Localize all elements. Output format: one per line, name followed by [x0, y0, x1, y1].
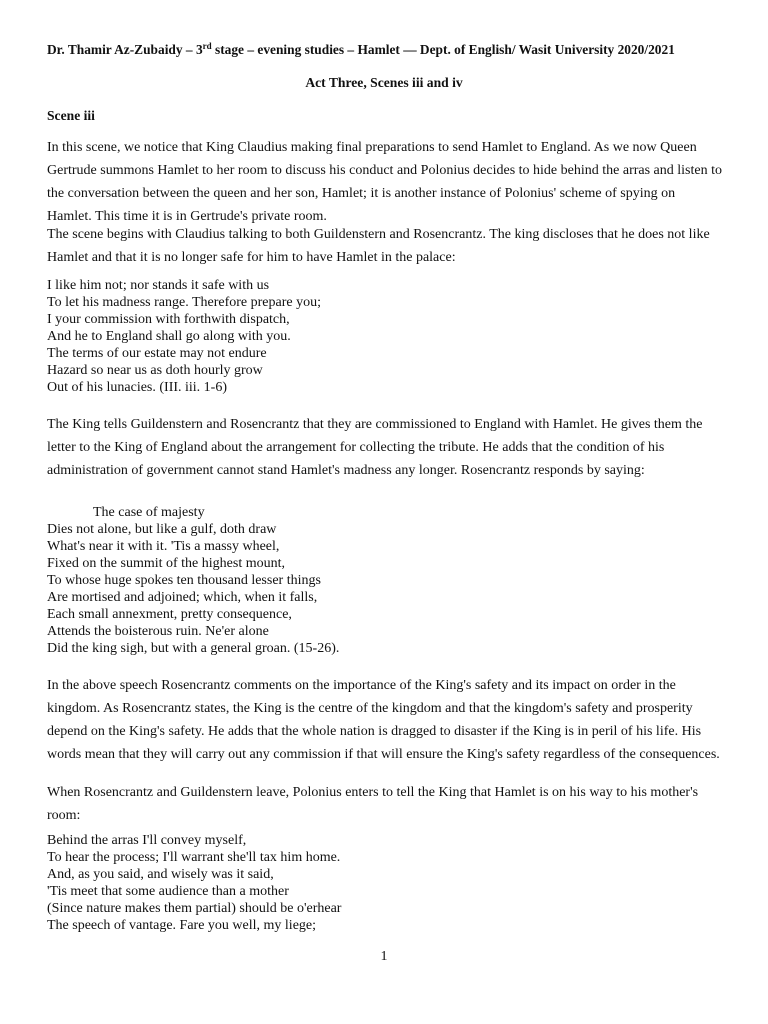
paragraph-polonius-enters: When Rosencrantz and Guildenstern leave, Polonius enters to tell the King that Hamlet is on his way to his mother's room:: [47, 785, 699, 823]
act-title: Act Three, Scenes iii and iv: [305, 75, 463, 90]
verse-line: The terms of our estate may not endure: [47, 346, 267, 361]
verse-quote-claudius: [47, 277, 723, 396]
verse-line: The speech of vantage. Fare you well, my liege;: [47, 918, 317, 933]
header-suffix: stage – evening studies – Hamlet — Dept. of English/ Wasit University 2020/2021: [211, 42, 675, 57]
header-prefix: Dr. Thamir Az-Zubaidy – 3: [47, 42, 203, 57]
verse-line: Did the king sigh, but with a general groan. (15-26).: [47, 641, 340, 656]
verse-line: To let his madness range. Therefore prepare you;: [47, 295, 321, 310]
document-header: [47, 40, 737, 60]
verse-line: Behind the arras I'll convey myself,: [47, 833, 247, 848]
verse-line: What's near it with it. 'Tis a massy wheel,: [47, 539, 280, 554]
verse-line: I your commission with forthwith dispatch,: [47, 312, 290, 327]
verse-line: 'Tis meet that some audience than a mother: [47, 884, 289, 899]
verse-line: The case of majesty: [93, 505, 205, 520]
verse-line: I like him not; nor stands it safe with us: [47, 278, 270, 293]
verse-line: And he to England shall go along with you.: [47, 329, 291, 344]
verse-line: Each small annexment, pretty consequence,: [47, 607, 292, 622]
paragraph-commentary: In the above speech Rosencrantz comments on the importance of the King's safety and its impact on order in the kingdom. As Rosencrantz states, the King is the centre of the kingdom and that the kingdom's safety and prosperity depend on the King's safety. He adds that the whole nation is dragged to disaster if the King is in peril of his life. His words mean that they will carry out any commission if that will ensure the King's safety regardless of the consequences.: [47, 678, 720, 762]
paragraph-scene-begins: The scene begins with Claudius talking to both Guildenstern and Rosencrantz. The king discloses that he does not like Hamlet and that it is no longer safe for him to have Hamlet in the palace:: [47, 227, 710, 265]
verse-line: Out of his lunacies. (III. iii. 1-6): [47, 380, 228, 395]
paragraph-intro: In this scene, we notice that King Claudius making final preparations to send Hamlet to England. As we now Queen Gertrude summons Hamlet to her room to discuss his conduct and Polonius decides to hide behind the arras and listen to the conversation between the queen and her son, Hamlet; it is another instance of Polonius' scheme of spying on Hamlet. This time it is in Gertrude's private room.: [47, 140, 722, 224]
scene-heading: Scene iii: [47, 108, 95, 123]
verse-line: Are mortised and adjoined; which, when it falls,: [47, 590, 318, 605]
verse-line: (Since nature makes them partial) should be o'erhear: [47, 901, 342, 916]
verse-line: Hazard so near us as doth hourly grow: [47, 363, 263, 378]
verse-line: To whose huge spokes ten thousand lesser things: [47, 573, 321, 588]
verse-line: Attends the boisterous ruin. Ne'er alone: [47, 624, 269, 639]
paragraph-king-commission: The King tells Guildenstern and Rosencrantz that they are commissioned to England with Hamlet. He gives them the letter to the King of England about the arrangement for collecting the tribute. He adds that the condition of his administration of government cannot stand Hamlet's madness any longer. Rosencrantz responds by saying:: [47, 417, 703, 478]
verse-line: And, as you said, and wisely was it said,: [47, 867, 274, 882]
verse-line: Fixed on the summit of the highest mount,: [47, 556, 285, 571]
verse-quote-polonius: [47, 832, 723, 934]
verse-line: To hear the process; I'll warrant she'll tax him home.: [47, 850, 341, 865]
header-superscript: rd: [202, 41, 212, 51]
verse-line: Dies not alone, but like a gulf, doth draw: [47, 522, 277, 537]
page-number: 1: [380, 949, 388, 964]
verse-quote-rosencrantz: [47, 504, 723, 657]
